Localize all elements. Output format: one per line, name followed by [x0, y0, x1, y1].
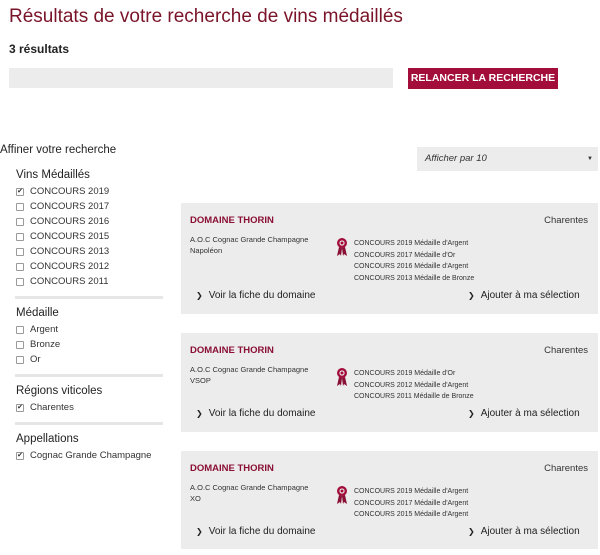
- add-to-selection-label: Ajouter à ma sélection: [480, 290, 580, 301]
- checkbox[interactable]: [16, 278, 24, 286]
- product-name: XO: [190, 494, 201, 503]
- appellation-name: A.O.C Cognac Grande Champagne: [190, 365, 309, 374]
- region-label: Charentes: [544, 463, 588, 474]
- award-item: CONCOURS 2019 Médaille d'Or: [354, 370, 456, 377]
- sort-select-value: Afficher par 10: [425, 153, 487, 164]
- checkbox[interactable]: [16, 404, 24, 412]
- chevron-right-icon: ❯: [468, 409, 475, 418]
- chevron-right-icon: ❯: [196, 291, 203, 300]
- award-item: CONCOURS 2015 Médaille d'Argent: [354, 511, 469, 518]
- filter-option-concours-2019[interactable]: [16, 184, 164, 199]
- medal-icon: [336, 237, 348, 257]
- filter-option-or[interactable]: [16, 352, 164, 367]
- domain-name: DOMAINE THORIN: [190, 215, 274, 226]
- award-item: CONCOURS 2011 Médaille de Bronze: [354, 393, 474, 400]
- checkbox[interactable]: [16, 188, 24, 196]
- filter-group-regions: [0, 385, 164, 415]
- filter-option-argent[interactable]: [16, 322, 164, 337]
- filter-option-concours-2015[interactable]: [16, 229, 164, 244]
- filter-option-label: CONCOURS 2019: [30, 186, 110, 197]
- appellation-info: [190, 234, 308, 256]
- filter-option-label: CONCOURS 2015: [30, 231, 110, 242]
- result-card: [181, 451, 598, 549]
- filter-divider: [15, 296, 163, 299]
- view-domain-link[interactable]: [196, 526, 315, 537]
- sort-select[interactable]: [417, 147, 598, 171]
- awards-list: [354, 486, 468, 521]
- filter-group-title: Régions viticoles: [16, 385, 103, 397]
- result-card: [181, 333, 598, 432]
- awards-list: [354, 368, 474, 403]
- filter-divider: [15, 422, 163, 425]
- filter-group-title: Appellations: [16, 433, 79, 445]
- medal-icon: [336, 367, 348, 387]
- award-item: CONCOURS 2019 Médaille d'Argent: [354, 488, 469, 495]
- filter-option-label: CONCOURS 2016: [30, 216, 110, 227]
- filter-option-label: Argent: [30, 324, 58, 335]
- checkbox[interactable]: [16, 356, 24, 364]
- checkbox[interactable]: [16, 233, 24, 241]
- result-card: [181, 203, 598, 314]
- filter-option-label: CONCOURS 2012: [30, 261, 110, 272]
- checkbox[interactable]: [16, 263, 24, 271]
- domain-name: DOMAINE THORIN: [190, 345, 274, 356]
- view-domain-link[interactable]: [196, 290, 315, 301]
- checkbox[interactable]: [16, 452, 24, 460]
- product-name: Napoléon: [190, 246, 223, 255]
- add-to-selection-link[interactable]: [468, 290, 580, 301]
- product-name: VSOP: [190, 376, 211, 385]
- page-title: Résultats de votre recherche de vins médaillés: [9, 6, 403, 27]
- chevron-right-icon: ❯: [196, 409, 203, 418]
- awards-list: [354, 238, 474, 284]
- filter-divider: [15, 374, 163, 377]
- award-item: CONCOURS 2012 Médaille d'Argent: [354, 381, 469, 389]
- appellation-name: A.O.C Cognac Grande Champagne: [190, 235, 309, 244]
- add-to-selection-link[interactable]: [468, 408, 580, 419]
- award-item: CONCOURS 2016 Médaille d'Argent: [354, 263, 469, 270]
- domain-name: DOMAINE THORIN: [190, 463, 274, 474]
- search-input[interactable]: [9, 68, 393, 88]
- filter-option-concours-2016[interactable]: [16, 214, 164, 229]
- checkbox[interactable]: [16, 326, 24, 334]
- refine-title: Affiner votre recherche: [0, 144, 117, 156]
- filter-option-label: CONCOURS 2011: [30, 276, 109, 287]
- view-domain-label: Voir la fiche du domaine: [208, 526, 316, 537]
- filter-option-concours-2013[interactable]: [16, 244, 164, 259]
- filter-group-title: Médaille: [16, 307, 59, 319]
- award-item: CONCOURS 2017 Médaille d'Or: [354, 251, 456, 259]
- add-to-selection-label: Ajouter à ma sélection: [480, 408, 580, 419]
- filter-option-label: Cognac Grande Champagne: [30, 450, 152, 461]
- filter-option-label: Or: [30, 354, 41, 365]
- checkbox[interactable]: [16, 248, 24, 256]
- relaunch-search-button[interactable]: RELANCER LA RECHERCHE: [408, 68, 558, 89]
- view-domain-label: Voir la fiche du domaine: [208, 290, 316, 301]
- filter-option-label: CONCOURS 2013: [30, 246, 110, 257]
- filter-group-medalled-wines: [0, 169, 164, 289]
- checkbox[interactable]: [16, 203, 24, 211]
- region-label: Charentes: [544, 215, 588, 226]
- filter-option-label: Charentes: [30, 402, 74, 413]
- chevron-right-icon: ❯: [196, 527, 203, 536]
- appellation-name: A.O.C Cognac Grande Champagne: [190, 483, 309, 492]
- filter-option-charentes[interactable]: [16, 400, 164, 415]
- filter-group-medal: [0, 307, 164, 367]
- checkbox[interactable]: [16, 218, 24, 226]
- view-domain-label: Voir la fiche du domaine: [208, 408, 316, 419]
- region-label: Charentes: [544, 345, 588, 356]
- award-item: CONCOURS 2013 Médaille de Bronze: [354, 274, 475, 282]
- chevron-right-icon: ❯: [468, 527, 475, 536]
- filter-option-label: Bronze: [30, 339, 61, 350]
- chevron-right-icon: ❯: [468, 291, 475, 300]
- filter-option-cognac-grande-champagne[interactable]: [16, 448, 164, 463]
- checkbox[interactable]: [16, 341, 24, 349]
- appellation-info: [190, 482, 308, 504]
- refine-sidebar: [0, 144, 164, 463]
- add-to-selection-label: Ajouter à ma sélection: [480, 526, 580, 537]
- filter-option-concours-2017[interactable]: [16, 199, 164, 214]
- appellation-info: [190, 364, 308, 386]
- results-count: 3 résultats: [9, 42, 70, 56]
- award-item: CONCOURS 2017 Médaille d'Argent: [354, 499, 469, 507]
- chevron-down-icon: ▼: [587, 156, 593, 162]
- award-item: CONCOURS 2019 Médaille d'Argent: [354, 240, 469, 247]
- filter-option-label: CONCOURS 2017: [30, 201, 110, 212]
- filter-option-concours-2011[interactable]: [16, 274, 164, 289]
- view-domain-link[interactable]: [196, 408, 315, 419]
- filter-option-bronze[interactable]: [16, 337, 164, 352]
- filter-option-concours-2012[interactable]: [16, 259, 164, 274]
- medal-icon: [336, 485, 348, 505]
- add-to-selection-link[interactable]: [468, 526, 580, 537]
- filter-group-title: Vins Médaillés: [16, 169, 90, 181]
- filter-group-appellations: [0, 433, 164, 463]
